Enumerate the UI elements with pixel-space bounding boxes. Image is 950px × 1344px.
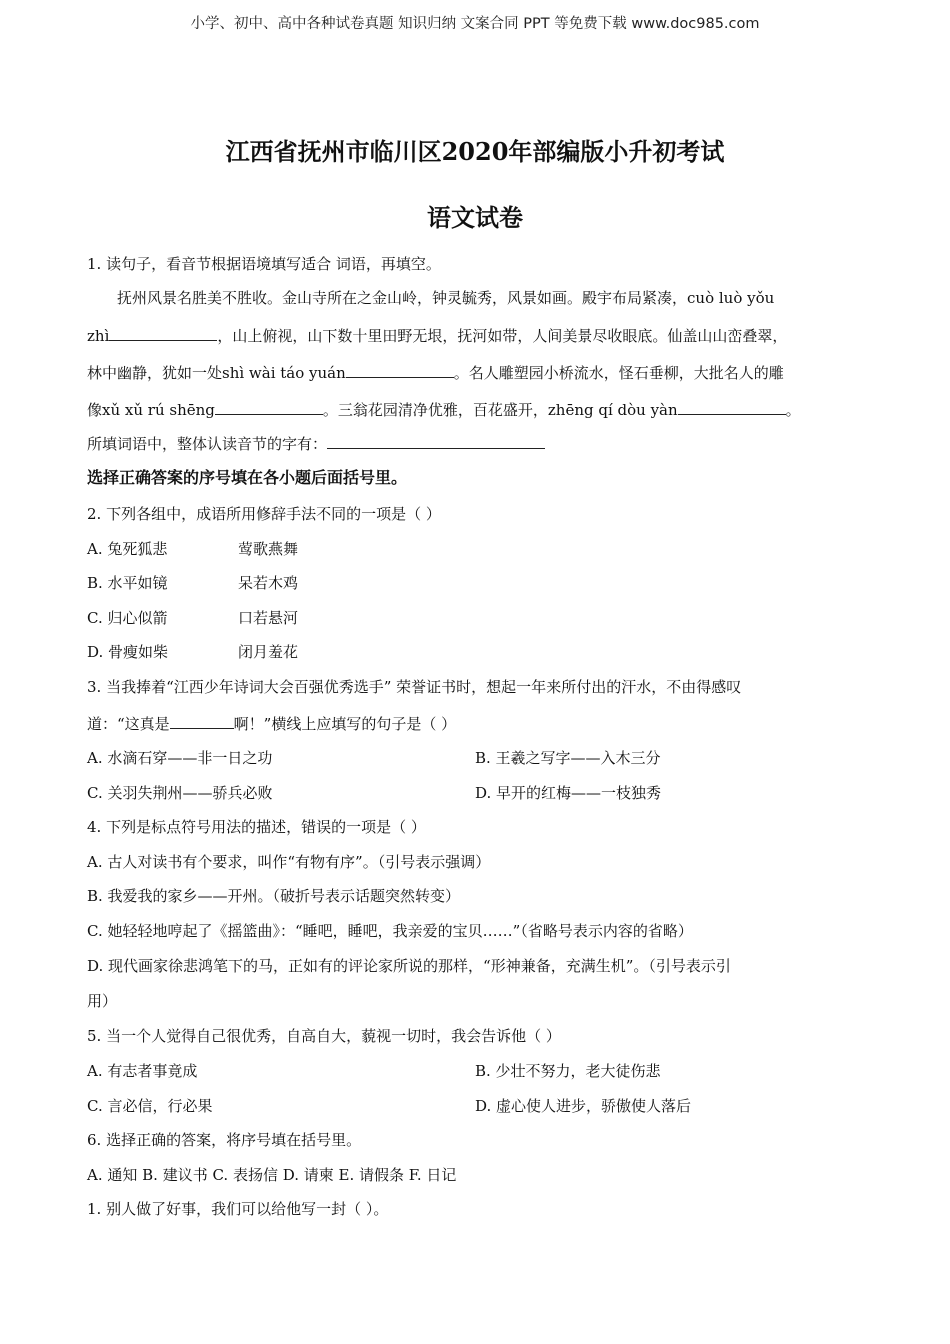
- q1-text-4: 。三翁花园清净优雅，百花盛开，zhēng qí dòu yàn: [322, 401, 678, 419]
- q6-choices: A. 通知 B. 建议书 C. 表扬信 D. 请柬 E. 请假条 F. 日记: [87, 1166, 457, 1184]
- q1-blank-1[interactable]: [109, 326, 217, 341]
- q1-paragraph-line4: [87, 400, 801, 420]
- q1-blank-5[interactable]: [327, 434, 545, 449]
- q1-pinyin-1: zhì: [87, 327, 110, 345]
- page-header: 小学、初中、高中各种试卷真题 知识归纳 文案合同 PPT 等免费下载 www.doc985.com: [190, 16, 760, 32]
- q1-pinyin-3: 像xǔ xǔ rú shēng: [87, 401, 215, 419]
- q3-option-d: D. 早开的红梅——一枝独秀: [475, 784, 662, 802]
- q2-option-d: D. 骨瘦如柴 闭月羞花: [87, 643, 299, 661]
- q1-paragraph-line1: 抚州风景名胜美不胜收。金山寺所在之金山岭，钟灵毓秀，风景如画。殿宇布局紧凑，cuò luò yǒu: [117, 289, 775, 307]
- q3-stem-line1: 3. 当我捧着“江西少年诗词大会百强优秀选手” 荣誉证书时，想起一年来所付出的汗水，不由得感叹: [87, 678, 742, 696]
- q1-paragraph-line3: [87, 363, 784, 383]
- q1-text-5: 。: [785, 401, 801, 419]
- q1-paragraph-line5: [87, 434, 545, 454]
- q5-option-b: B. 少壮不努力，老大徒伤悲: [475, 1062, 661, 1080]
- q5-option-d: D. 虚心使人进步，骄傲使人落后: [475, 1097, 692, 1115]
- q6-stem: 6. 选择正确的答案，将序号填在括号里。: [87, 1131, 362, 1149]
- q1-stem: 1. 读句子，看音节根据语境填写适合 词语，再填空。: [87, 255, 441, 273]
- q1-text-3: 。名人雕塑园小桥流水，怪石垂柳，大批名人的雕: [453, 364, 784, 382]
- section-heading: 选择正确答案的序号填在各小题后面括号里。: [87, 468, 408, 487]
- q4-option-a: A. 古人对读书有个要求，叫作“有物有序”。（引号表示强调）: [87, 853, 491, 871]
- q1-text-2: ，山上俯视，山下数十里田野无垠，抚河如带，人间美景尽收眼底。仙盖山山峦叠翠，: [217, 327, 788, 345]
- q2-option-c: C. 归心似箭 口若悬河: [87, 609, 299, 627]
- q3-option-b: B. 王羲之写字——入木三分: [475, 749, 661, 767]
- q1-blank-3[interactable]: [215, 400, 323, 415]
- exam-title: 江西省抚州市临川区2020年部编版小升初考试: [225, 137, 725, 166]
- q1-pinyin-2: 林中幽静，犹如一处shì wài táo yuán: [87, 364, 346, 382]
- q2-option-a: A. 兔死狐悲 莺歌燕舞: [87, 540, 299, 558]
- q1-paragraph-line2: [87, 326, 787, 346]
- exam-subtitle: 语文试卷: [427, 203, 523, 232]
- q1-blank-4[interactable]: [678, 400, 786, 415]
- q4-stem: 4. 下列是标点符号用法的描述，错误的一项是（ ）: [87, 818, 426, 836]
- q3-option-c: C. 关羽失荆州——骄兵必败: [87, 784, 273, 802]
- q3-option-a: A. 水滴石穿——非一日之功: [87, 749, 273, 767]
- q6-sub-question-1: 1. 别人做了好事，我们可以给他写一封（ ）。: [87, 1200, 389, 1218]
- q5-stem: 5. 当一个人觉得自己很优秀，自高自大，藐视一切时，我会告诉他（ ）: [87, 1027, 561, 1045]
- q3-blank[interactable]: [170, 714, 234, 729]
- q5-option-c: C. 言必信，行必果: [87, 1097, 213, 1115]
- q4-option-c: C. 她轻轻地哼起了《摇篮曲》：“睡吧，睡吧，我亲爱的宝贝……”（省略号表示内容的省略）: [87, 922, 693, 940]
- q1-blank-2[interactable]: [346, 363, 454, 378]
- q5-option-a: A. 有志者事竟成: [87, 1062, 198, 1080]
- q1-final-prompt: 所填词语中，整体认读音节的字有：: [87, 435, 328, 453]
- q2-option-b: B. 水平如镜 呆若木鸡: [87, 574, 299, 592]
- q2-stem: 2. 下列各组中，成语所用修辞手法不同的一项是（ ）: [87, 505, 441, 523]
- q4-option-d-line1: D. 现代画家徐悲鸿笔下的马，正如有的评论家所说的那样，“形神兼备，充满生机”。（引号表示引: [87, 957, 731, 975]
- q4-option-d-line2: 用）: [87, 992, 118, 1010]
- q3-stem-line2: 道：“这真是 啊！”横线上应填写的句子是（ ）: [87, 715, 457, 733]
- q4-option-b: B. 我爱我的家乡——开州。（破折号表示话题突然转变）: [87, 887, 461, 905]
